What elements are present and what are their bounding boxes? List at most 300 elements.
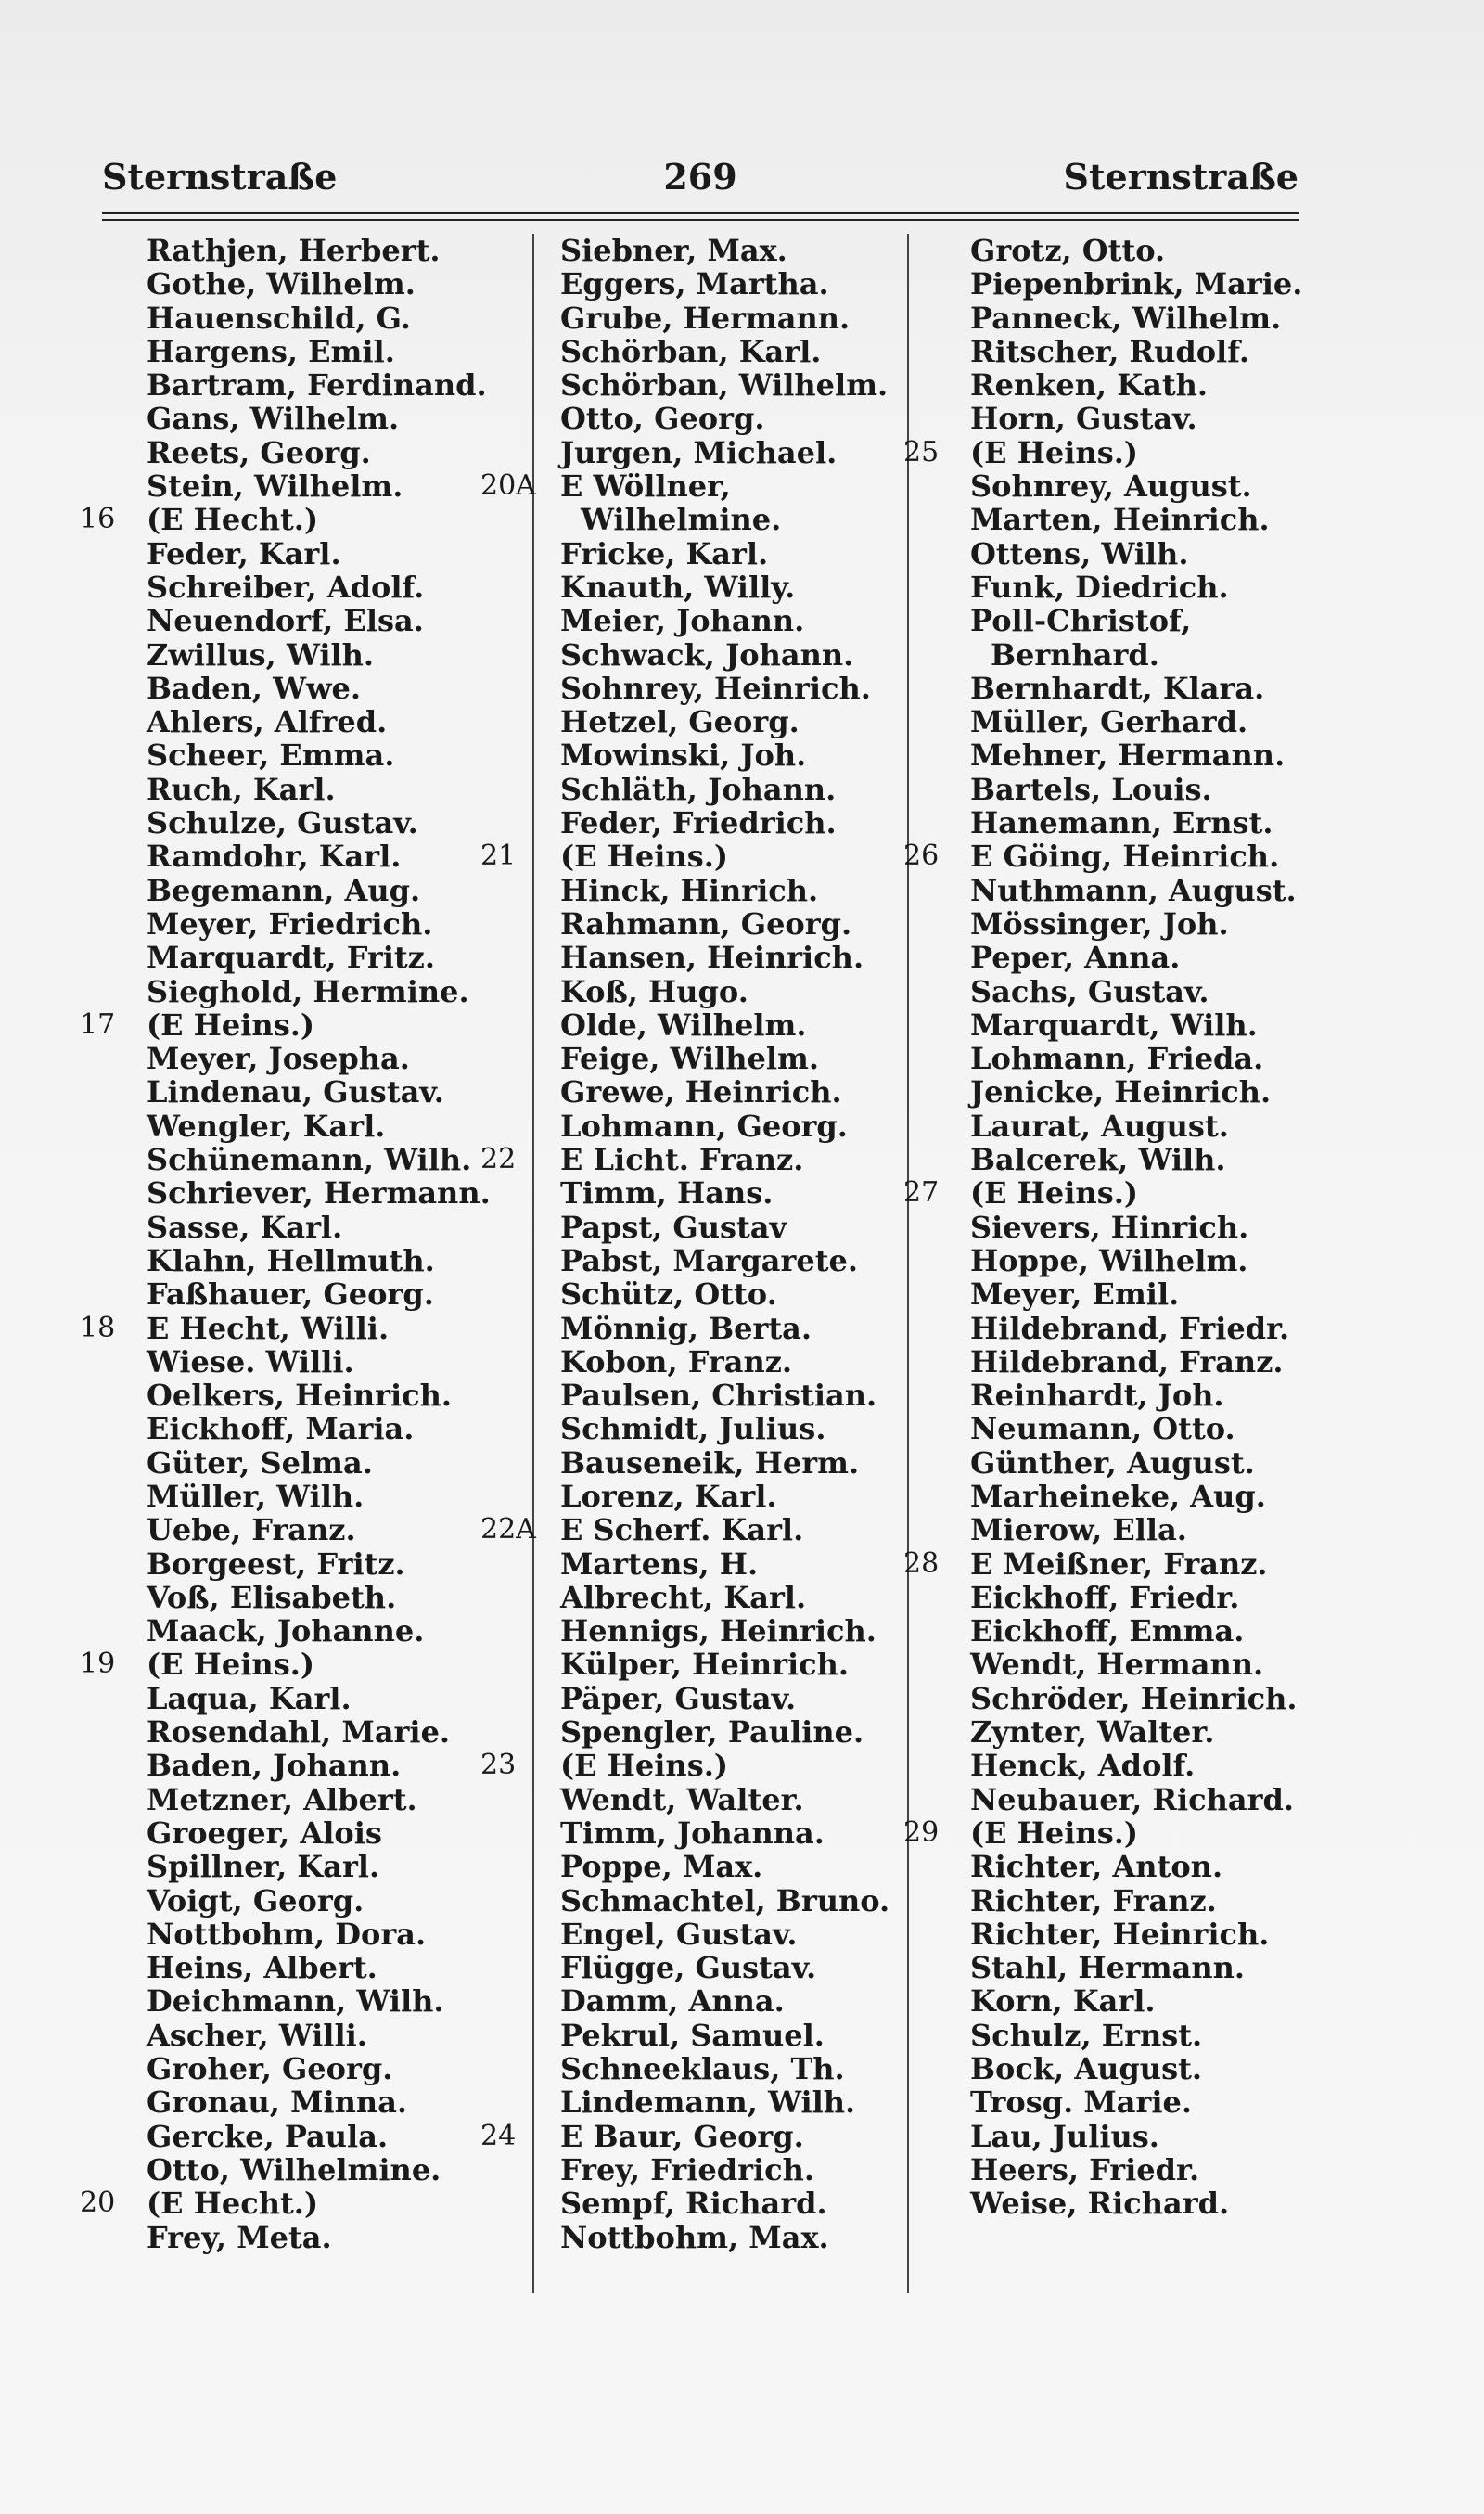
resident-name: Funk, Diedrich.	[970, 569, 1229, 605]
directory-entry	[903, 1446, 1311, 1480]
directory-entry	[480, 907, 898, 941]
resident-name: Lorenz, Karl.	[560, 1478, 777, 1514]
resident-name: Külper, Heinrich.	[560, 1647, 849, 1683]
resident-name: Rathjen, Herbert.	[147, 233, 441, 268]
resident-name: Sieghold, Hermine.	[147, 973, 469, 1009]
directory-entry	[903, 2052, 1311, 2085]
directory-entry	[80, 1211, 525, 1244]
resident-name: Renken, Kath.	[970, 367, 1209, 404]
resident-name: Rahmann, Georg.	[560, 905, 852, 942]
directory-entry	[903, 840, 1311, 873]
resident-name: Maack, Johanne.	[147, 1613, 425, 1649]
resident-name: Wendt, Walter.	[560, 1781, 804, 1817]
resident-name: Schneeklaus, Th.	[560, 2051, 845, 2087]
directory-entry	[80, 1042, 525, 1075]
directory-entry	[480, 234, 898, 267]
resident-name: Voß, Elisabeth.	[147, 1579, 397, 1615]
directory-entry	[80, 1312, 525, 1345]
directory-entry	[903, 1109, 1311, 1143]
resident-name: Olde, Wilhelm.	[560, 1007, 807, 1043]
page-number: 269	[663, 156, 737, 198]
directory-entry	[903, 1749, 1311, 1782]
directory-entry	[80, 1884, 525, 1918]
resident-name: Bernhardt, Klara.	[970, 670, 1265, 706]
resident-name: Schwack, Johann.	[560, 636, 854, 673]
directory-entry	[903, 2153, 1311, 2187]
resident-name: Stahl, Hermann.	[970, 1950, 1246, 1986]
resident-name: Paulsen, Christian.	[560, 1378, 877, 1414]
resident-name: Flügge, Gustav.	[560, 1950, 817, 1986]
resident-name: Ahlers, Alfred.	[147, 704, 388, 740]
resident-name: Grewe, Heinrich.	[560, 1074, 842, 1110]
resident-name: Mierow, Ella.	[970, 1512, 1187, 1548]
directory-entry	[903, 1951, 1311, 1984]
house-number: 17	[80, 1007, 116, 1041]
resident-name: Sohnrey, August.	[970, 468, 1252, 505]
resident-name: Bock, August.	[970, 2051, 1202, 2087]
directory-entry	[480, 1345, 898, 1379]
directory-entry	[903, 1884, 1311, 1918]
directory-entry	[480, 1075, 898, 1109]
resident-name: Fricke, Karl.	[560, 535, 769, 571]
directory-entry	[480, 2187, 898, 2220]
resident-name: Siebner, Max.	[560, 233, 787, 268]
resident-name: Faßhauer, Georg.	[147, 1276, 434, 1313]
resident-name: Weise, Richard.	[970, 2186, 1230, 2222]
resident-name: Ramdohr, Karl.	[147, 839, 402, 875]
resident-name: Piepenbrink, Marie.	[970, 266, 1303, 302]
directory-entry	[903, 1277, 1311, 1311]
resident-name: Müller, Gerhard.	[970, 704, 1248, 740]
directory-entry	[903, 1345, 1311, 1379]
directory-entry	[80, 638, 525, 672]
directory-entry	[480, 1042, 898, 1075]
directory-entry	[480, 469, 898, 503]
directory-entry	[903, 672, 1311, 705]
directory-entry	[80, 503, 525, 536]
resident-name: Pabst, Margarete.	[560, 1242, 859, 1278]
directory-entry	[903, 1850, 1311, 1883]
directory-entry	[903, 1042, 1311, 1075]
resident-name: Frey, Friedrich.	[560, 2151, 814, 2187]
directory-entry	[80, 402, 525, 435]
resident-name: (E Heins.)	[970, 1175, 1138, 1212]
house-number: 29	[903, 1815, 940, 1849]
header-street-left: Sternstraße	[102, 156, 338, 198]
directory-entry	[903, 604, 1311, 637]
directory-entry	[480, 1648, 898, 1681]
directory-entry	[480, 1581, 898, 1614]
directory-entry	[903, 975, 1311, 1008]
house-number: 20A	[480, 469, 536, 503]
directory-entry	[80, 672, 525, 705]
resident-name: Peper, Anna.	[970, 940, 1181, 976]
directory-entry	[80, 1984, 525, 2018]
directory-entry	[80, 2153, 525, 2187]
directory-entry	[80, 806, 525, 840]
resident-name: Trosg. Marie.	[970, 2084, 1193, 2121]
resident-name: Meyer, Josepha.	[147, 1041, 410, 1077]
header-rule-top	[102, 212, 1298, 214]
directory-entry	[480, 1816, 898, 1850]
directory-entry	[903, 1211, 1311, 1244]
directory-entry	[903, 1143, 1311, 1176]
resident-name: Mönnig, Berta.	[560, 1310, 812, 1346]
resident-name: Meier, Johann.	[560, 603, 805, 639]
resident-name: Schulze, Gustav.	[147, 805, 418, 841]
directory-entry	[480, 1918, 898, 1951]
directory-entry	[480, 638, 898, 672]
resident-name: Marquardt, Fritz.	[147, 940, 435, 976]
resident-name: Jenicke, Heinrich.	[970, 1074, 1272, 1110]
directory-entry	[903, 1547, 1311, 1581]
directory-entry	[480, 773, 898, 806]
resident-name: Sasse, Karl.	[147, 1209, 343, 1245]
resident-name: Oelkers, Heinrich.	[147, 1378, 452, 1414]
directory-entry	[903, 368, 1311, 402]
resident-name: Feder, Friedrich.	[560, 805, 837, 841]
directory-entry	[80, 469, 525, 503]
resident-name: Otto, Wilhelmine.	[147, 2151, 441, 2187]
directory-entry	[480, 1614, 898, 1648]
directory-entry	[480, 1682, 898, 1715]
directory-entry	[903, 1244, 1311, 1277]
directory-entry	[80, 368, 525, 402]
resident-name: (E Heins.)	[147, 1007, 314, 1043]
resident-name: Meyer, Friedrich.	[147, 905, 433, 942]
page-header	[102, 156, 1298, 212]
directory-entry	[903, 1312, 1311, 1345]
resident-name: Spengler, Pauline.	[560, 1714, 864, 1751]
directory-entry	[903, 1379, 1311, 1412]
resident-name: Baden, Johann.	[147, 1748, 402, 1784]
directory-entry	[480, 806, 898, 840]
directory-entry	[903, 1614, 1311, 1648]
directory-entry	[903, 941, 1311, 974]
resident-name: (E Hecht.)	[147, 502, 319, 538]
resident-name: Ascher, Willi.	[147, 2017, 367, 2053]
directory-entry	[903, 907, 1311, 941]
resident-name: (E Heins.)	[147, 1647, 314, 1683]
resident-name: Laqua, Karl.	[147, 1680, 352, 1716]
directory-entry	[903, 469, 1311, 503]
directory-entry	[80, 1075, 525, 1109]
directory-entry	[903, 1816, 1311, 1850]
house-number: 16	[80, 503, 116, 536]
directory-entry	[903, 773, 1311, 806]
resident-name: Lindenau, Gustav.	[147, 1074, 444, 1110]
resident-name: E Göing, Heinrich.	[970, 839, 1280, 875]
resident-name: Schriever, Hermann.	[147, 1175, 491, 1212]
resident-name: Metzner, Albert.	[147, 1781, 417, 1817]
header-street-right: Sternstraße	[1063, 156, 1298, 198]
directory-entry	[80, 738, 525, 772]
resident-name: Wiese. Willi.	[147, 1343, 354, 1379]
directory-entry	[480, 537, 898, 571]
resident-name: Hoppe, Wilhelm.	[970, 1242, 1248, 1278]
resident-name: Schörban, Karl.	[560, 333, 822, 369]
resident-name: Schütz, Otto.	[560, 1276, 777, 1313]
directory-entry	[903, 267, 1311, 301]
resident-name: Mehner, Hermann.	[970, 738, 1286, 774]
resident-name: Mowinski, Joh.	[560, 738, 807, 774]
directory-entry	[80, 705, 525, 738]
directory-entry	[903, 705, 1311, 738]
directory-entry	[903, 2187, 1311, 2220]
resident-name: Poll-Christof,	[970, 603, 1192, 639]
resident-name: Gothe, Wilhelm.	[147, 266, 416, 302]
resident-name: Güter, Selma.	[147, 1444, 373, 1481]
resident-name: (E Hecht.)	[147, 2186, 319, 2222]
directory-entry	[903, 638, 1311, 672]
resident-name: E Scherf. Karl.	[560, 1512, 804, 1548]
directory-entry	[903, 2019, 1311, 2052]
resident-name: Müller, Wilh.	[147, 1478, 365, 1514]
directory-entry	[80, 1379, 525, 1412]
directory-entry	[480, 975, 898, 1008]
resident-name: Schmachtel, Bruno.	[560, 1882, 890, 1918]
resident-name: Zwillus, Wilh.	[147, 636, 375, 673]
directory-entry	[80, 1345, 525, 1379]
directory-entry	[480, 2019, 898, 2052]
resident-name: Richter, Heinrich.	[970, 1916, 1270, 1952]
directory-entry	[80, 1244, 525, 1277]
directory-entry	[80, 1176, 525, 1210]
resident-name: Schläth, Johann.	[560, 771, 837, 807]
directory-entry	[903, 1581, 1311, 1614]
resident-name: Koß, Hugo.	[560, 973, 748, 1009]
directory-entry	[80, 2187, 525, 2220]
directory-entry	[80, 335, 525, 368]
directory-entry	[480, 402, 898, 435]
directory-entry	[80, 2120, 525, 2153]
resident-name: Marheineke, Aug.	[970, 1478, 1266, 1514]
resident-name: Lindemann, Wilh.	[560, 2084, 856, 2121]
directory-entry	[480, 436, 898, 469]
directory-entry	[480, 1850, 898, 1883]
resident-name: Meyer, Emil.	[970, 1276, 1180, 1313]
resident-name: E Licht. Franz.	[560, 1142, 804, 1178]
directory-entry	[80, 537, 525, 571]
directory-entry	[903, 1513, 1311, 1546]
resident-name: (E Heins.)	[970, 434, 1138, 470]
directory-entry	[80, 941, 525, 974]
directory-entry	[80, 2052, 525, 2085]
directory-entry	[80, 2019, 525, 2052]
directory-entry	[80, 1682, 525, 1715]
resident-name: Engel, Gustav.	[560, 1916, 798, 1952]
resident-name: Deichmann, Wilh.	[147, 1983, 444, 2020]
resident-name: Kobon, Franz.	[560, 1343, 793, 1379]
directory-entry	[903, 1480, 1311, 1513]
directory-entry	[903, 2085, 1311, 2119]
directory-entry	[80, 1581, 525, 1614]
directory-entry	[80, 1547, 525, 1581]
house-number: 25	[903, 435, 940, 468]
resident-name: Schmidt, Julius.	[560, 1411, 826, 1447]
directory-entry	[903, 2120, 1311, 2153]
house-number: 21	[480, 840, 517, 873]
resident-name: Nottbohm, Max.	[560, 2219, 829, 2255]
directory-entry	[80, 267, 525, 301]
resident-name: Balcerek, Wilh.	[970, 1142, 1226, 1178]
directory-entry	[480, 1143, 898, 1176]
directory-entry	[80, 1749, 525, 1782]
directory-entry	[480, 335, 898, 368]
directory-entry	[480, 1312, 898, 1345]
resident-name: Papst, Gustav	[560, 1209, 787, 1245]
directory-entry	[80, 1918, 525, 1951]
directory-entry	[480, 1379, 898, 1412]
directory-entry	[80, 840, 525, 873]
directory-entry	[480, 1951, 898, 1984]
resident-name: Knauth, Willy.	[560, 569, 796, 605]
resident-name: Laurat, August.	[970, 1108, 1229, 1144]
resident-name: Sohnrey, Heinrich.	[560, 670, 871, 706]
resident-name: Sachs, Gustav.	[970, 973, 1209, 1009]
resident-name: Begemann, Aug.	[147, 872, 421, 908]
directory-entry	[480, 738, 898, 772]
resident-name: Panneck, Wilhelm.	[970, 300, 1282, 336]
directory-entry	[480, 1783, 898, 1816]
resident-name: Otto, Georg.	[560, 401, 765, 437]
resident-name: Eickhoff, Emma.	[970, 1613, 1245, 1649]
house-number: 24	[480, 2119, 517, 2152]
column-3	[903, 234, 1311, 2221]
directory-entry	[903, 806, 1311, 840]
resident-name: Groher, Georg.	[147, 2051, 393, 2087]
directory-entry	[80, 234, 525, 267]
directory-entry	[903, 1715, 1311, 1749]
directory-entry	[903, 571, 1311, 604]
resident-name: Hauenschild, G.	[147, 300, 411, 336]
directory-entry	[480, 1884, 898, 1918]
resident-name: Marquardt, Wilh.	[970, 1007, 1258, 1043]
directory-entry	[903, 301, 1311, 335]
house-number: 22A	[480, 1513, 536, 1546]
directory-entry	[80, 907, 525, 941]
directory-entry	[903, 234, 1311, 267]
resident-name: E Meißner, Franz.	[970, 1546, 1268, 1582]
resident-name: Feige, Wilhelm.	[560, 1041, 819, 1077]
resident-name: Heins, Albert.	[147, 1950, 377, 1986]
directory-entry	[80, 1513, 525, 1546]
resident-name: Reets, Georg.	[147, 434, 371, 470]
directory-entry	[480, 1277, 898, 1311]
directory-entry	[903, 537, 1311, 571]
resident-name: Schröder, Heinrich.	[970, 1680, 1298, 1716]
resident-name: Schörban, Wilhelm.	[560, 367, 889, 404]
resident-name: Henck, Adolf.	[970, 1748, 1196, 1784]
directory-entry	[80, 1783, 525, 1816]
resident-name: Poppe, Max.	[560, 1849, 763, 1885]
resident-name: Neuendorf, Elsa.	[147, 603, 424, 639]
resident-name: (E Heins.)	[560, 839, 728, 875]
directory-entry	[480, 1480, 898, 1513]
resident-name: Feder, Karl.	[147, 535, 341, 571]
resident-name: Lau, Julius.	[970, 2118, 1159, 2154]
directory-entry	[480, 2221, 898, 2254]
directory-entry	[480, 672, 898, 705]
directory-entry	[80, 1480, 525, 1513]
resident-name: Neubauer, Richard.	[970, 1781, 1295, 1817]
resident-name: Hildebrand, Franz.	[970, 1343, 1284, 1379]
directory-entry	[480, 2153, 898, 2187]
directory-entry	[80, 1850, 525, 1883]
resident-name: (E Heins.)	[560, 1748, 728, 1784]
column-1	[80, 234, 525, 2254]
directory-entry	[80, 1109, 525, 1143]
resident-name: Heers, Friedr.	[970, 2151, 1200, 2187]
directory-entry	[480, 1211, 898, 1244]
resident-name: Hargens, Emil.	[147, 333, 395, 369]
directory-entry	[480, 1412, 898, 1445]
resident-name: Bartram, Ferdinand.	[147, 367, 487, 404]
house-number: 27	[903, 1176, 940, 1210]
directory-entry	[903, 1176, 1311, 1210]
directory-entry	[903, 738, 1311, 772]
house-number: 20	[80, 2187, 116, 2220]
resident-name: Neumann, Otto.	[970, 1411, 1235, 1447]
directory-entry	[480, 301, 898, 335]
directory-entry	[480, 2120, 898, 2153]
resident-name: Wendt, Hermann.	[970, 1647, 1264, 1683]
directory-entry	[903, 1918, 1311, 1951]
house-number: 28	[903, 1546, 940, 1580]
column-2	[480, 234, 898, 2254]
directory-entry	[480, 1513, 898, 1546]
directory-entry	[80, 1008, 525, 1042]
directory-entry	[80, 1951, 525, 1984]
resident-name: Schulz, Ernst.	[970, 2017, 1203, 2053]
directory-entry	[480, 368, 898, 402]
resident-name: E Hecht, Willi.	[147, 1310, 390, 1346]
directory-entry	[480, 874, 898, 907]
resident-name: Lohmann, Frieda.	[970, 1041, 1264, 1077]
resident-name: Hansen, Heinrich.	[560, 940, 864, 976]
resident-name: Groeger, Alois	[147, 1815, 382, 1851]
directory-entry	[903, 402, 1311, 435]
resident-name: Voigt, Georg.	[147, 1882, 365, 1918]
directory-entry	[480, 705, 898, 738]
directory-entry	[903, 1075, 1311, 1109]
house-number: 18	[80, 1311, 116, 1344]
resident-name: Hetzel, Georg.	[560, 704, 800, 740]
directory-entry	[80, 874, 525, 907]
directory-entry	[80, 604, 525, 637]
directory-entry	[80, 1614, 525, 1648]
directory-entry	[480, 840, 898, 873]
directory-entry	[80, 1648, 525, 1681]
resident-name: Wengler, Karl.	[147, 1108, 386, 1144]
resident-name: Sempf, Richard.	[560, 2186, 827, 2222]
directory-entry	[480, 2052, 898, 2085]
resident-name: Rosendahl, Marie.	[147, 1714, 451, 1751]
directory-entry	[80, 1446, 525, 1480]
resident-name: Eickhoff, Maria.	[147, 1411, 415, 1447]
directory-entry	[903, 503, 1311, 536]
resident-name: Horn, Gustav.	[970, 401, 1197, 437]
resident-name: Richter, Franz.	[970, 1882, 1217, 1918]
resident-name: Uebe, Franz.	[147, 1512, 356, 1548]
directory-entry	[80, 2221, 525, 2254]
resident-name: Lohmann, Georg.	[560, 1108, 848, 1144]
directory-entry	[903, 1008, 1311, 1042]
resident-name: Bernhard.	[991, 636, 1159, 673]
resident-name: Reinhardt, Joh.	[970, 1378, 1224, 1414]
directory-entry	[480, 1715, 898, 1749]
resident-name: Nuthmann, August.	[970, 872, 1297, 908]
